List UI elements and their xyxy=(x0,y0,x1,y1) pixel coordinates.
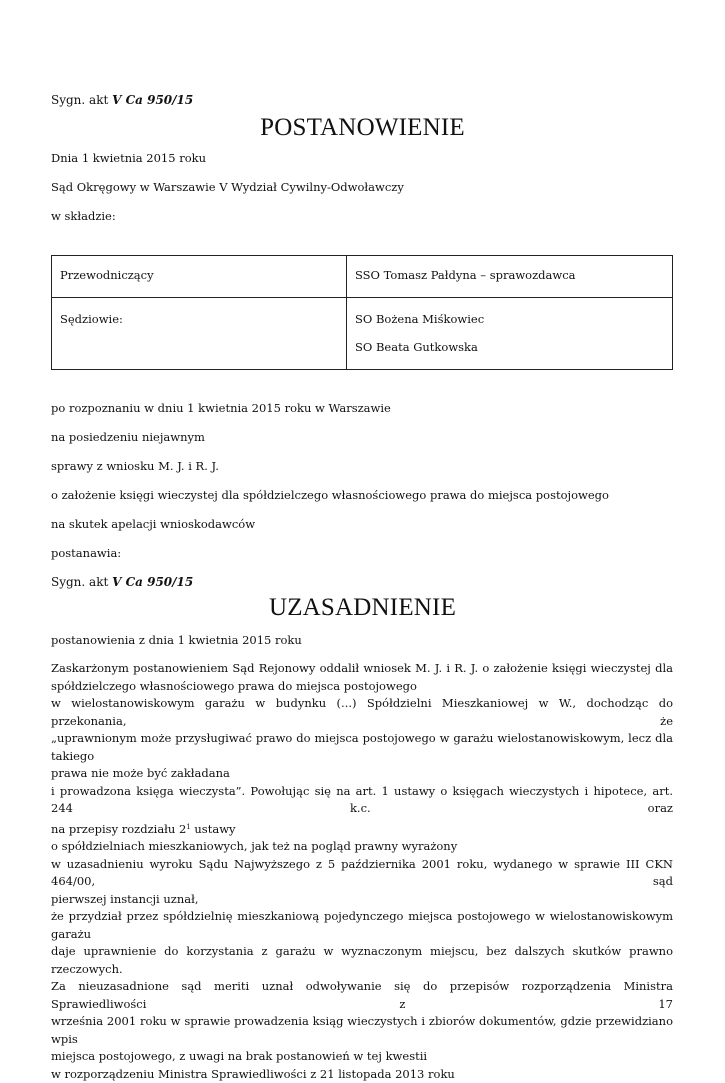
judges-label-cell: Sędziowie: xyxy=(52,298,347,370)
text-line: że przydział przez spółdzielnię mieszkaniową pojedynczego miejsca postojowego w wielostanowiskowym garażu xyxy=(51,908,673,943)
text-line: września 2001 roku w sprawie prowadzenia ksiąg wieczystych i zbiorów dokumentów, gdzie przewidziano wpis xyxy=(51,1013,673,1048)
text-line: Zaskarżonym postanowieniem Sąd Rejonowy oddalił wniosek M. J. i R. J. o założenie księgi wieczystej dla xyxy=(51,660,673,678)
text-line: „uprawnionym może przysługiwać prawo do miejsca postojowego w garażu wielostanowiskowym, lecz dla takiego xyxy=(51,730,673,765)
chair-label-cell: Przewodniczący xyxy=(52,256,347,298)
ruling-date: Dnia 1 kwietnia 2015 roku xyxy=(51,151,206,165)
text-line: miejsca postojowego, z uwagi na brak postanowień w tej kwestii xyxy=(51,1048,673,1066)
judges-value-cell xyxy=(347,298,673,370)
proceedings-line: na skutek apelacji wnioskodawców xyxy=(51,517,255,531)
justification-subtitle: postanowienia z dnia 1 kwietnia 2015 roku xyxy=(51,633,302,647)
text-line: w rozporządzeniu Ministra Sprawiedliwości z 21 listopada 2013 roku xyxy=(51,1066,673,1083)
judge-name: SO Beata Gutkowska xyxy=(355,340,664,354)
text-line: w uzasadnieniu wyroku Sądu Najwyższego z 5 października 2001 roku, wydanego w sprawie III CKN 464/00, sąd xyxy=(51,856,673,891)
composition-table xyxy=(51,255,673,370)
proceedings-line: na posiedzeniu niejawnym xyxy=(51,430,205,444)
case-signature: Sygn. akt V Ca 950/15 xyxy=(51,93,193,107)
justification-body xyxy=(51,660,673,1083)
judge-name: SO Bożena Miśkowiec xyxy=(355,312,664,326)
proceedings-line: sprawy z wniosku M. J. i R. J. xyxy=(51,459,219,473)
superscript: 1 xyxy=(186,823,190,831)
text-line: w wielostanowiskowym garażu w budynku (...) Spółdzielni Mieszkaniowej w W., dochodząc do przekonania, że xyxy=(51,695,673,730)
table-row xyxy=(52,256,673,298)
table-row xyxy=(52,298,673,370)
text-line: pierwszej instancji uznał, xyxy=(51,891,673,909)
justification-title: UZASADNIENIE xyxy=(0,594,725,622)
text-line: daje uprawnienie do korzystania z garażu w wyznaczonym miejscu, bez dalszych skutków prawno rzeczowych. xyxy=(51,943,673,978)
proceedings-line: o założenie księgi wieczystej dla spółdzielczego własnościowego prawa do miejsca postojowego xyxy=(51,488,609,502)
text-line: na przepisy rozdziału $2^1$ ustawy xyxy=(51,821,673,839)
case-number: V Ca 950/15 xyxy=(112,575,193,589)
case-signature: Sygn. akt V Ca 950/15 xyxy=(51,575,193,589)
proceedings-line: postanawia: xyxy=(51,546,121,560)
text-line: prawa nie może być zakładana xyxy=(51,765,673,783)
composition-label: w składzie: xyxy=(51,209,116,223)
text-line: Za nieuzasadnione sąd meriti uznał odwoływanie się do przepisów rozporządzenia Ministra Sprawiedliwości z 17 xyxy=(51,978,673,1013)
text-line: i prowadzona księga wieczysta”. Powołując się na art. 1 ustawy o księgach wieczystych i hipotece, art. 244 k.c. oraz xyxy=(51,783,673,818)
proceedings-line: po rozpoznaniu w dniu 1 kwietnia 2015 roku w Warszawie xyxy=(51,401,391,415)
document-title: POSTANOWIENIE xyxy=(0,114,725,142)
chair-value-cell: SSO Tomasz Pałdyna – sprawozdawca xyxy=(347,256,673,298)
text-line: spółdzielczego własnościowego prawa do miejsca postojowego xyxy=(51,678,673,696)
court-name: Sąd Okręgowy w Warszawie V Wydział Cywilny-Odwoławczy xyxy=(51,180,404,194)
case-number: V Ca 950/15 xyxy=(112,93,193,107)
text-line: o spółdzielniach mieszkaniowych, jak też na pogląd prawny wyrażony xyxy=(51,838,673,856)
